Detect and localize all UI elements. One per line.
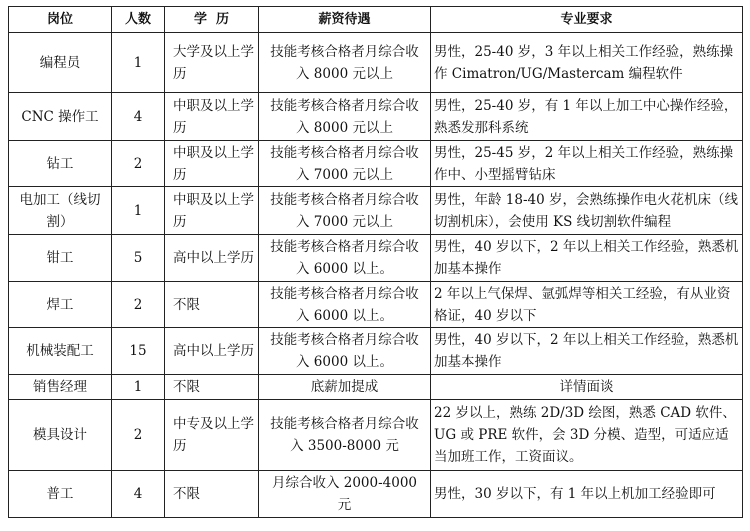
cell-education: 大学及以上学历 [165, 33, 259, 93]
cell-salary: 技能考核合格者月综合收入 6000 以上。 [259, 328, 431, 375]
cell-position: 钳工 [9, 235, 112, 282]
table-header-row [9, 7, 743, 33]
table-row [9, 33, 743, 93]
cell-salary: 技能考核合格者月综合收入 6000 以上。 [259, 235, 431, 282]
cell-salary: 月综合收入 2000-4000 元 [259, 471, 431, 518]
cell-education: 中职及以上学历 [165, 187, 259, 235]
cell-salary: 技能考核合格者月综合收入 8000 元以上 [259, 93, 431, 141]
cell-requirements: 男性，40 岁以下，2 年以上相关工作经验，熟悉机加基本操作 [431, 235, 743, 282]
header-requirements: 专业要求 [431, 7, 743, 33]
cell-position: CNC 操作工 [9, 93, 112, 141]
job-table [8, 6, 743, 518]
cell-requirements: 男性，25-45 岁，2 年以上相关工作经验，熟练操作中、小型摇臂钻床 [431, 141, 743, 187]
cell-education: 不限 [165, 471, 259, 518]
table-row [9, 93, 743, 141]
cell-position: 机械装配工 [9, 328, 112, 375]
cell-requirements: 男性，30 岁以下，有 1 年以上机加工经验即可 [431, 471, 743, 518]
cell-education: 中专及以上学历 [165, 400, 259, 471]
table-row [9, 187, 743, 235]
cell-education: 中职及以上学历 [165, 93, 259, 141]
header-salary: 薪资待遇 [259, 7, 431, 33]
cell-count: 2 [112, 282, 165, 328]
cell-salary: 技能考核合格者月综合收入 7000 元以上 [259, 141, 431, 187]
cell-education: 高中以上学历 [165, 235, 259, 282]
cell-count: 1 [112, 33, 165, 93]
cell-count: 5 [112, 235, 165, 282]
cell-position: 销售经理 [9, 375, 112, 400]
table-row [9, 328, 743, 375]
cell-salary: 技能考核合格者月综合收入 3500-8000 元 [259, 400, 431, 471]
table-row [9, 141, 743, 187]
cell-salary: 技能考核合格者月综合收入 6000 以上。 [259, 282, 431, 328]
cell-count: 2 [112, 141, 165, 187]
cell-requirements: 22 岁以上，熟练 2D/3D 绘图，熟悉 CAD 软件、UG 或 PRE 软件，会 3D 分模、造型，可适应适当加班工作，工资面议。 [431, 400, 743, 471]
cell-position: 电加工（线切割） [9, 187, 112, 235]
cell-education: 不限 [165, 282, 259, 328]
cell-requirements: 男性，40 岁以下，2 年以上相关工作经验，熟悉机加基本操作 [431, 328, 743, 375]
cell-position: 模具设计 [9, 400, 112, 471]
cell-salary: 底薪加提成 [259, 375, 431, 400]
cell-salary: 技能考核合格者月综合收入 8000 元以上 [259, 33, 431, 93]
cell-count: 1 [112, 187, 165, 235]
cell-requirements: 男性，25-40 岁，有 1 年以上加工中心操作经验，熟悉发那科系统 [431, 93, 743, 141]
cell-requirements: 男性，25-40 岁，3 年以上相关工作经验，熟练操作 Cimatron/UG/Mastercam 编程软件 [431, 33, 743, 93]
cell-count: 2 [112, 400, 165, 471]
cell-salary: 技能考核合格者月综合收入 7000 元以上 [259, 187, 431, 235]
header-count: 人数 [112, 7, 165, 33]
header-position: 岗位 [9, 7, 112, 33]
cell-requirements: 男性，年龄 18-40 岁，会熟练操作电火花机床（线切割机床），会使用 KS 线切割软件编程 [431, 187, 743, 235]
cell-count: 4 [112, 471, 165, 518]
cell-count: 15 [112, 328, 165, 375]
cell-position: 焊工 [9, 282, 112, 328]
cell-requirements: 详情面谈 [431, 375, 743, 400]
cell-position: 钻工 [9, 141, 112, 187]
table-row [9, 375, 743, 400]
cell-position: 普工 [9, 471, 112, 518]
job-table-wrapper [8, 6, 742, 518]
cell-requirements: 2 年以上气保焊、氩弧焊等相关工经验，有从业资格证，40 岁以下 [431, 282, 743, 328]
cell-education: 不限 [165, 375, 259, 400]
table-row [9, 471, 743, 518]
table-row [9, 235, 743, 282]
table-row [9, 400, 743, 471]
cell-count: 1 [112, 375, 165, 400]
cell-education: 中职及以上学历 [165, 141, 259, 187]
table-row [9, 282, 743, 328]
cell-position: 编程员 [9, 33, 112, 93]
cell-count: 4 [112, 93, 165, 141]
header-education: 学 历 [165, 7, 259, 33]
cell-education: 高中以上学历 [165, 328, 259, 375]
